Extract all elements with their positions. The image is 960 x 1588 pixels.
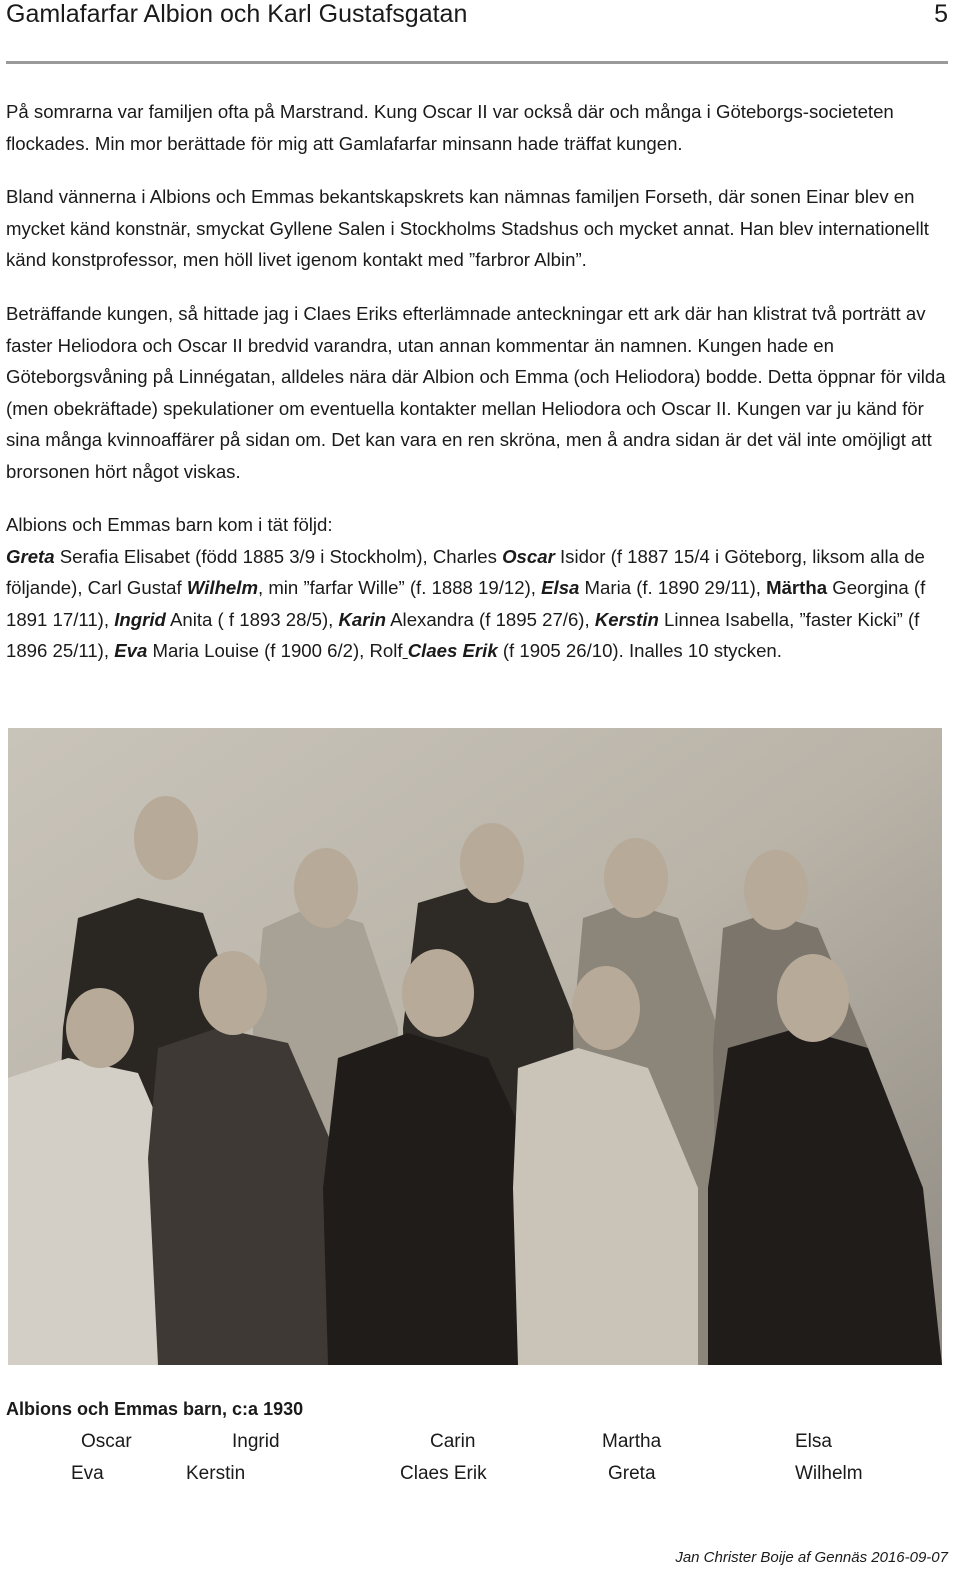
child-name: Elsa	[541, 577, 580, 598]
paragraph-marstrand: På somrarna var familjen ofta på Marstrand. Kung Oscar II var också där och många i Göteborgs-societeten flockades. Min mor berättade för mig att Gamlafarfar minsann hade träffat kungen.	[6, 101, 894, 154]
paragraph-children	[6, 509, 951, 667]
caption-name: Carin	[430, 1431, 476, 1452]
caption-name: Greta	[608, 1463, 656, 1484]
family-photograph	[8, 728, 942, 1365]
child-name: Greta	[6, 545, 55, 567]
page-title: Gamlafarfar Albion och Karl Gustafsgatan	[6, 0, 468, 28]
caption-name: Oscar	[81, 1431, 132, 1452]
caption-name: Martha	[602, 1431, 662, 1452]
caption-name: Wilhelm	[795, 1463, 863, 1484]
paragraph-kungen: Beträffande kungen, så hittade jag i Claes Eriks efterlämnade anteckningar ett ark där han klistrat två porträtt av faster Heliodora och Oscar II bredvid varandra, utan annan kommentar än namnen. Kungen hade en Göteborgsvåning på Linnégatan, alldeles nära där Albion och Emma (och Heliodora) bodde. Detta öppnar för vilda (men obekräftade) spekulationer om eventuella kontakter mellan Heliodora och Oscar II. Kungen var ju känd för sina många kvinnoaffärer på sidan om. Det kan vara en ren skröna, men å andra sidan är det väl inte omöjligt att brorsonen hört något viskas.	[6, 303, 946, 482]
child-name: Wilhelm	[186, 577, 258, 598]
child-name: Oscar	[502, 545, 555, 567]
footer-author: Jan Christer Boije af Gennäs 2016-09-07	[675, 1549, 948, 1566]
child-name: Märtha	[766, 577, 828, 598]
page-number: 5	[934, 0, 948, 28]
paragraph-forseth: Bland vännerna i Albions och Emmas bekantskapskrets kan nämnas familjen Forseth, där sonen Einar blev en mycket känd konstnär, smyckat Gyllene Salen i Stockholms Stadshus och mycket annat. Han blev internationellt känd konstprofessor, men höll livet igenom kontakt med ”farbror Albin”.	[6, 186, 929, 270]
children-list: Greta Serafia Elisabet (född 1885 3/9 i Stockholm), Charles Oscar Isidor (f 1887 15/4 i Göteborg, liksom alla de följande), Carl Gustaf Wilhelm, min ”farfar Wille” (f. 1888 19/12), Elsa Maria (f. 1890 29/11), Märtha Georgina (f 1891 17/11), Ingrid Anita ( f 1893 28/5), Karin Alexandra (f 1895 27/6), Kerstin Linnea Isabella, ”faster Kicki” (f 1896 25/11), Eva Maria Louise (f 1900 6/2), Rolf Claes Erik (f 1905 26/10). Inalles 10 stycken.	[6, 545, 926, 661]
caption-name: Claes Erik	[400, 1463, 487, 1484]
caption-name: Elsa	[795, 1431, 832, 1452]
photo-caption: Albions och Emmas barn, c:a 1930	[6, 1399, 304, 1419]
caption-name: Ingrid	[232, 1431, 280, 1452]
child-name: Kerstin	[594, 608, 659, 630]
page-header	[6, 0, 948, 30]
photo-illustration	[8, 728, 942, 1365]
children-intro: Albions och Emmas barn kom i tät följd:	[6, 514, 333, 535]
header-divider	[6, 61, 948, 64]
child-name: Ingrid	[114, 608, 166, 630]
caption-name: Kerstin	[186, 1463, 246, 1484]
child-name: Eva	[114, 640, 148, 661]
child-name: Karin	[338, 608, 387, 630]
caption-name: Eva	[71, 1463, 104, 1484]
child-name: Claes Erik	[407, 640, 498, 661]
